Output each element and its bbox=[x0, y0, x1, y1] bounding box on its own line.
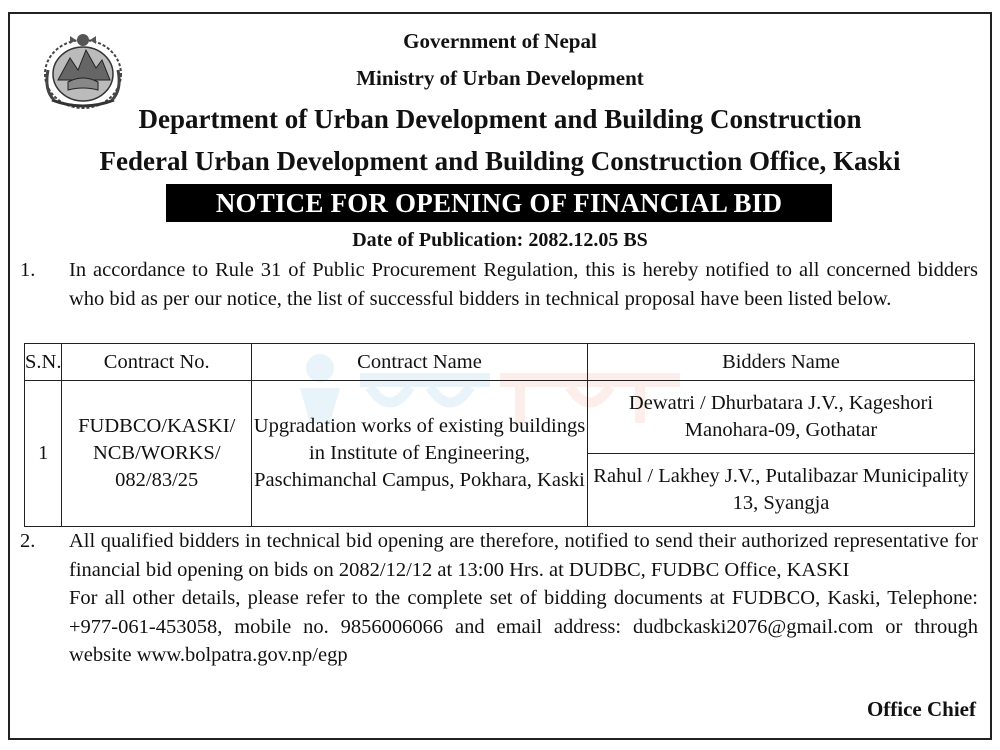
table-header-row bbox=[25, 344, 975, 381]
bidders-table bbox=[24, 343, 975, 527]
notice-title: NOTICE FOR OPENING OF FINANCIAL BID bbox=[166, 184, 832, 222]
paragraph-1-number: 1. bbox=[20, 259, 36, 281]
cell-contract-no: FUDBCO/KASKI/ NCB/WORKS/ 082/83/25 bbox=[62, 381, 252, 527]
government-heading: Government of Nepal bbox=[403, 29, 597, 53]
cell-bidder-1: Dewatri / Dhurbatara J.V., Kageshori Manohara-09, Gothatar bbox=[587, 381, 974, 454]
header-contract-name: Contract Name bbox=[252, 344, 588, 381]
cell-bidder-2: Rahul / Lakhey J.V., Putalibazar Municipality 13, Syangja bbox=[587, 454, 974, 527]
paragraph-1 bbox=[20, 256, 978, 313]
header-bidders-name: Bidders Name bbox=[587, 344, 974, 381]
publication-date: Date of Publication: 2082.12.05 BS bbox=[352, 229, 648, 251]
paragraph-1-text: In accordance to Rule 31 of Public Procurement Regulation, this is hereby notified to all concerned bidders who bid as per our notice, the list of successful bidders in technical proposal have been listed below. bbox=[69, 259, 978, 310]
paragraph-2-number: 2. bbox=[20, 530, 36, 552]
cell-contract-name: Upgradation works of existing buildings in Institute of Engineering, Paschimanchal Campus, Pokhara, Kaski bbox=[252, 381, 588, 527]
signature-office-chief: Office Chief bbox=[866, 697, 976, 721]
cell-sn: 1 bbox=[25, 381, 62, 527]
header-sn: S.N. bbox=[25, 344, 62, 381]
office-heading: Federal Urban Development and Building Construction Office, Kaski bbox=[99, 146, 901, 176]
header-contract-no: Contract No. bbox=[62, 344, 252, 381]
paragraph-2-text: All qualified bidders in technical bid opening are therefore, notified to send their authorized representative for financial bid opening on bids on 2082/12/12 at 13:00 Hrs. at DUDBC, FUDBC Office, KASKI bbox=[69, 530, 978, 581]
table-row bbox=[25, 381, 975, 454]
department-heading: Department of Urban Development and Building Construction bbox=[138, 104, 862, 134]
paragraph-2 bbox=[20, 527, 978, 670]
ministry-heading: Ministry of Urban Development bbox=[356, 66, 644, 90]
paragraph-2-details: For all other details, please refer to the complete set of bidding documents at FUDBCO, Kaski, Telephone: +977-061-453058, mobile no. 9856006066 and email address: dudbckaski2076@gmail.com or through website www.bolpatra.gov.np/egp bbox=[69, 587, 978, 666]
